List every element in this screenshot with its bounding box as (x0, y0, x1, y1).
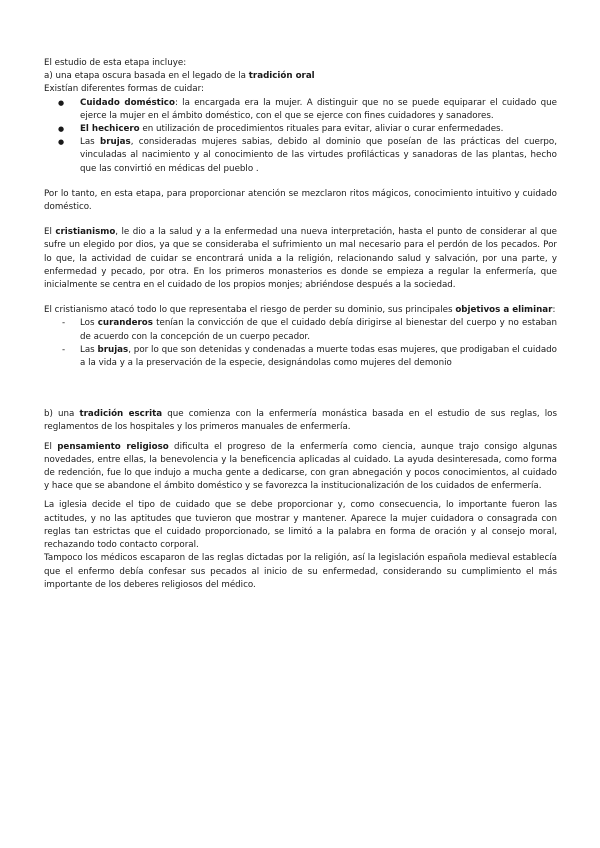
targets-list (44, 317, 557, 370)
paragraph-ataco (44, 304, 557, 317)
list-item-bold: El hechicero (80, 124, 140, 135)
list-item-text: , por lo que son detenidas y condenadas a muerte todas esas mujeres, que prodigaban el cuidado a la vida y a la preservación de la especie, designándolas como mujeres del demonio (80, 344, 557, 369)
list-item-text: tenían la convicción de que el cuidado debía dirigirse al bienestar del cuerpo y no estaban de acuerdo con la concepción de un cuerpo pecador. (80, 318, 557, 342)
paragraph-bold: tradición escrita (79, 409, 163, 420)
list-item-brujas (44, 136, 557, 176)
paragraph-prefix: El (44, 441, 58, 452)
list-item-text: : la encargada era la mujer. A distinguir que no se puede equiparar el cuidado que ejerce la mujer en el ámbito doméstico, con el que se ejerce con fines cuidadores y sanadores. (80, 97, 557, 121)
section-a-bold: tradición oral (248, 71, 315, 82)
list-item-bold: Cuidado doméstico (80, 97, 175, 108)
list-item-prefix: Las (80, 344, 98, 355)
paragraph-cristianismo (44, 226, 557, 292)
forms-intro: Existían diferentes formas de cuidar: (44, 84, 204, 95)
list-item-bold: brujas (100, 137, 131, 148)
list-item-curanderos (44, 317, 557, 343)
list-item-prefix: Los (80, 318, 98, 329)
paragraph-prefix: b) una (44, 409, 80, 420)
care-forms-list (44, 97, 557, 176)
section-a-prefix: a) una etapa oscura basada en el legado de la (44, 71, 249, 82)
list-item-brujas-condenadas (44, 344, 557, 370)
paragraph-pensamiento-religioso (44, 441, 557, 494)
list-item-cuidado-domestico (44, 97, 557, 123)
paragraph-text: dificulta el progreso de la enfermería como ciencia, aunque trajo consigo algunas novedades, entre ellas, la benevolencia y la beneficencia aplicadas al cuidado. La ayuda desinteresada, como forma de redención, fue lo que indujo a mucha gente a dedicarse, con gran abnegación y pocos conocimientos, al cuidado y hace que se abandone el ámbito doméstico y se favorezca la institucionalización de los cuidados de enfermería. (44, 441, 557, 492)
list-item-hechicero (44, 123, 557, 136)
paragraph-bold: cristianismo (55, 227, 116, 238)
paragraph-tradicion-escrita (44, 408, 557, 434)
paragraph-suffix: : (552, 305, 556, 316)
paragraph-por-lo-tanto: Por lo tanto, en esta etapa, para proporcionar atención se mezclaron ritos mágicos, conocimiento intuitivo y cuidado doméstico. (44, 188, 557, 213)
paragraph-bold: objetivos a eliminar (455, 305, 553, 316)
list-item-bold: curanderos (97, 318, 153, 329)
paragraph-text: , le dio a la salud y a la enfermedad una nueva interpretación, hasta el punto de considerar al que sufre un elegido por dios, ya que se consideraba el sufrimiento un mal necesario para el perdón de los pecados. Por lo que, la actividad de cuidar se encontrará unida a la religión, relacionando salud y salvación, por una parte, y enfermedad y pecado, por otra. En los primeros monasterios es donde se empieza a regular la enfermería, que inicialmente se centra en el cuidado de los propios monjes; abriéndose después a la sociedad. (44, 227, 557, 291)
paragraph-text: que comienza con la enfermería monástica basada en el estudio de sus reglas, los reglamentos de los hospitales y los primeros manuales de enfermería. (44, 409, 557, 433)
document-body (44, 57, 557, 592)
list-item-text: en utilización de procedimientos rituales para evitar, aliviar o curar enfermedades. (139, 124, 504, 135)
paragraph-iglesia: La iglesia decide el tipo de cuidado que se debe proporcionar y, como consecuencia, lo importante fueron las actitudes, y no las aptitudes que tuvieron que mostrar y mantener. Aparece la mujer cuidadora o consagrada con reglas tan estrictas que el cuidado proporcionado, se limitó a la palabra en forma de oración y al consejo moral, rechazando todo contacto corporal. (44, 500, 557, 551)
paragraph-text: El cristianismo atacó todo lo que representaba el riesgo de perder su dominio, sus principales (44, 305, 456, 316)
section-a-heading (44, 70, 557, 83)
paragraph-medicos: Tampoco los médicos escaparon de las reglas dictadas por la religión, así la legislación española medieval establecía que el enfermo debía confesar sus pecados al inicio de su enfermedad, considerando su cumplimiento el más importante de los deberes religiosos del médico. (44, 553, 557, 590)
list-item-prefix: Las (80, 137, 101, 148)
list-item-text: , consideradas mujeres sabias, debido al dominio que poseían de las prácticas del cuerpo, vinculadas al nacimiento y al conocimiento de las virtudes profilácticas y sanadoras de las plantas, hecho que las convirtió en médicas del pueblo . (80, 137, 558, 174)
paragraph-bold: pensamiento religioso (57, 441, 169, 452)
list-item-bold: brujas (97, 344, 129, 355)
intro-line: El estudio de esta etapa incluye: (44, 58, 187, 68)
paragraph-prefix: El (44, 227, 56, 238)
